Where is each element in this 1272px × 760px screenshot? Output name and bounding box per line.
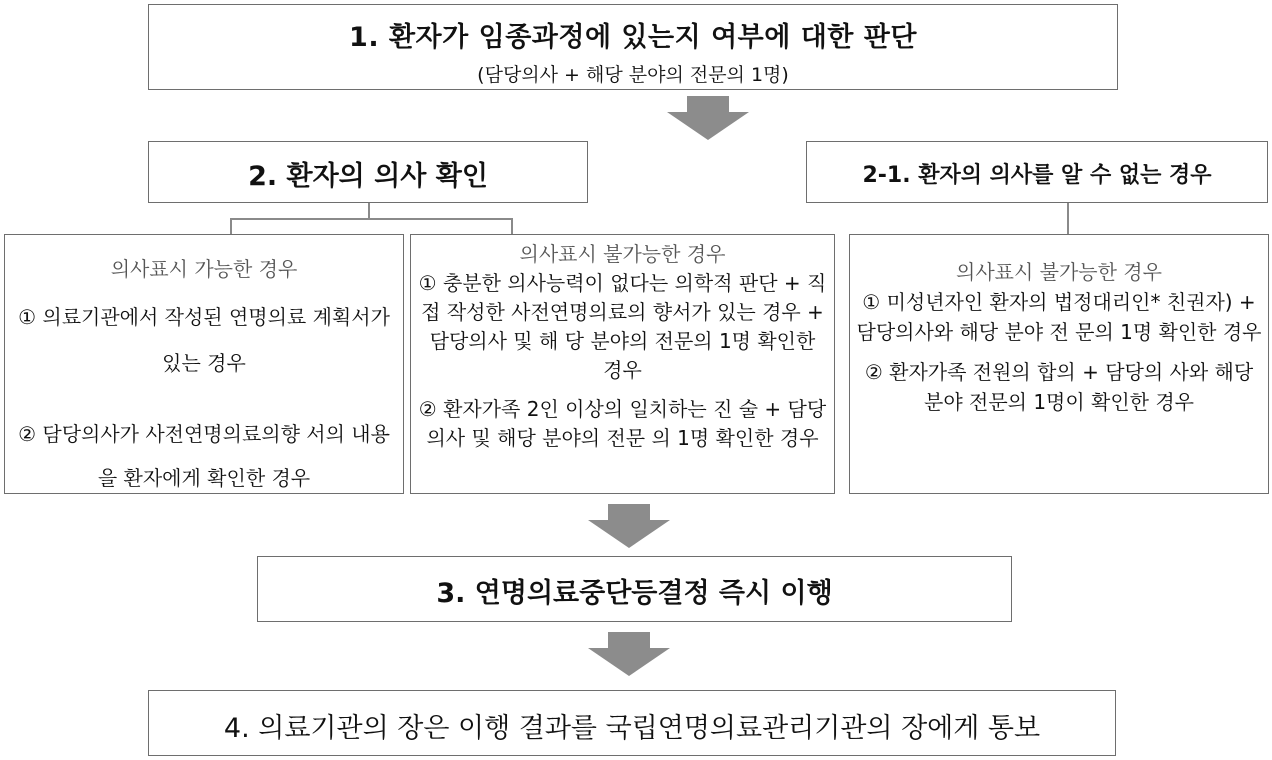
- step4-title: 4. 의료기관의 장은 이행 결과를 국립연명의료관리기관의 장에게 통보: [223, 713, 1041, 744]
- step1-subtitle: (담당의사 + 해당 분야의 전문의 1명): [477, 64, 789, 86]
- case-expressible-item-1: ① 의료기관에서 작성된 연명의료 계획서가 있는 경우: [18, 305, 390, 375]
- down-arrow-icon: [586, 504, 672, 550]
- case-inexpressible-heading: 의사표시 불가능한 경우: [519, 242, 726, 266]
- step2-1-title: 2-1. 환자의 의사를 알 수 없는 경우: [862, 163, 1212, 188]
- connector-horizontal: [230, 218, 512, 220]
- case-expressible-heading: 의사표시 가능한 경우: [110, 257, 298, 281]
- connector-step2-down: [368, 203, 370, 219]
- step1-title: 1. 환자가 임종과정에 있는지 여부에 대한 판단: [349, 22, 917, 53]
- case-expressible-item-2: ② 담당의사가 사전연명의료의향 서의 내용을 환자에게 확인한 경우: [18, 422, 390, 490]
- case-unknown-will-item-1: ① 미성년자인 환자의 법정대리인* 친권자) + 담당의사와 해당 분야 전 문의 1명 확인한 경우: [856, 290, 1262, 344]
- down-arrow-icon: [665, 96, 751, 142]
- case-expressible-box: [4, 234, 404, 494]
- case-unknown-will-box: [849, 234, 1269, 494]
- case-inexpressible-box: [410, 234, 835, 494]
- step2-title: 2. 환자의 의사 확인: [248, 161, 488, 192]
- connector-step2-1-down: [1067, 203, 1069, 234]
- case-inexpressible-item-2: ② 환자가족 2인 이상의 일치하는 진 술 + 담당의사 및 해당 분야의 전문 의 1명 확인한 경우: [418, 397, 827, 450]
- step2-1-box: [806, 141, 1268, 203]
- case-unknown-will-item-2: ② 환자가족 전원의 합의 + 담당의 사와 해당 분야 전문의 1명이 확인한 경우: [864, 360, 1254, 414]
- step3-box: [257, 556, 1012, 622]
- connector-right-drop: [511, 218, 513, 234]
- connector-left-drop: [230, 218, 232, 234]
- step3-title: 3. 연명의료중단등결정 즉시 이행: [436, 578, 833, 609]
- down-arrow-icon: [586, 632, 672, 678]
- step4-box: [148, 690, 1116, 756]
- case-unknown-will-heading: 의사표시 불가능한 경우: [956, 260, 1162, 284]
- step1-box: [148, 4, 1118, 90]
- case-inexpressible-item-1: ① 충분한 의사능력이 없다는 의학적 판단 + 직접 작성한 사전연명의료의 향서가 있는 경우 + 담당의사 및 해 당 분야의 전문의 1명 확인한 경우: [418, 271, 827, 382]
- step2-box: [148, 141, 588, 203]
